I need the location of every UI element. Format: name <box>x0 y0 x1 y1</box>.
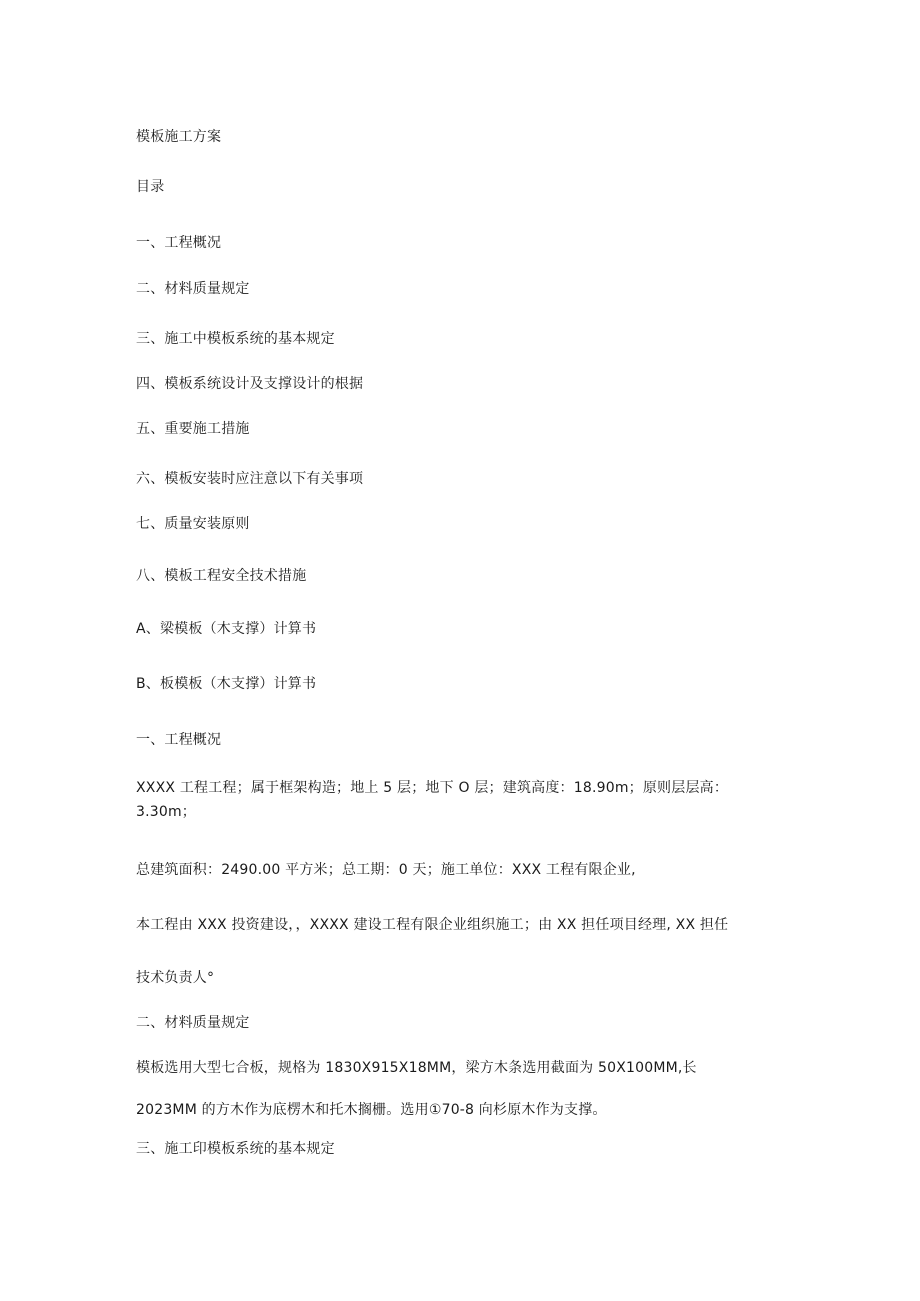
toc-item: B、板模板（木支撑）计算书 <box>136 676 317 692</box>
section-heading: 三、施工印模板系统的基本规定 <box>136 1141 335 1157</box>
paragraph-line: 3.30m； <box>136 804 197 820</box>
toc-item: 五、重要施工措施 <box>136 421 250 437</box>
toc-item: 二、材料质量规定 <box>136 281 250 297</box>
document-title: 模板施工方案 <box>136 129 222 145</box>
section-heading: 二、材料质量规定 <box>136 1015 250 1031</box>
paragraph-line: 模板选用大型七合板，规格为 1830X915X18MM，梁方木条选用截面为 50X100MM,长 <box>136 1060 697 1076</box>
toc-item: A、梁模板（木支撑）计算书 <box>136 621 317 637</box>
paragraph-line: XXXX 工程工程；属于框架构造；地上 5 层；地下 O 层；建筑高度：18.90m；原则层层高： <box>136 780 729 796</box>
paragraph-line: 本工程由 XXX 投资建设，，XXXX 建设工程有限企业组织施工；由 XX 担任项目经理, XX 担任 <box>136 917 729 933</box>
paragraph-line: 2023MM 的方木作为底楞木和托木搁栅。选用①70-8 向杉原木作为支撑。 <box>136 1102 607 1118</box>
section-heading: 一、工程概况 <box>136 732 222 748</box>
toc-item: 七、质量安装原则 <box>136 516 250 532</box>
paragraph-line: 总建筑面积：2490.00 平方米；总工期：0 天；施工单位：XXX 工程有限企业, <box>136 862 636 878</box>
toc-heading: 目录 <box>136 179 165 195</box>
toc-item: 四、模板系统设计及支撑设计的根据 <box>136 376 364 392</box>
toc-item: 六、模板安装时应注意以下有关事项 <box>136 471 364 487</box>
paragraph-line: 技术负责人° <box>136 970 215 986</box>
toc-item: 三、施工中模板系统的基本规定 <box>136 331 335 347</box>
toc-item: 八、模板工程安全技术措施 <box>136 568 307 584</box>
toc-item: 一、工程概况 <box>136 235 222 251</box>
